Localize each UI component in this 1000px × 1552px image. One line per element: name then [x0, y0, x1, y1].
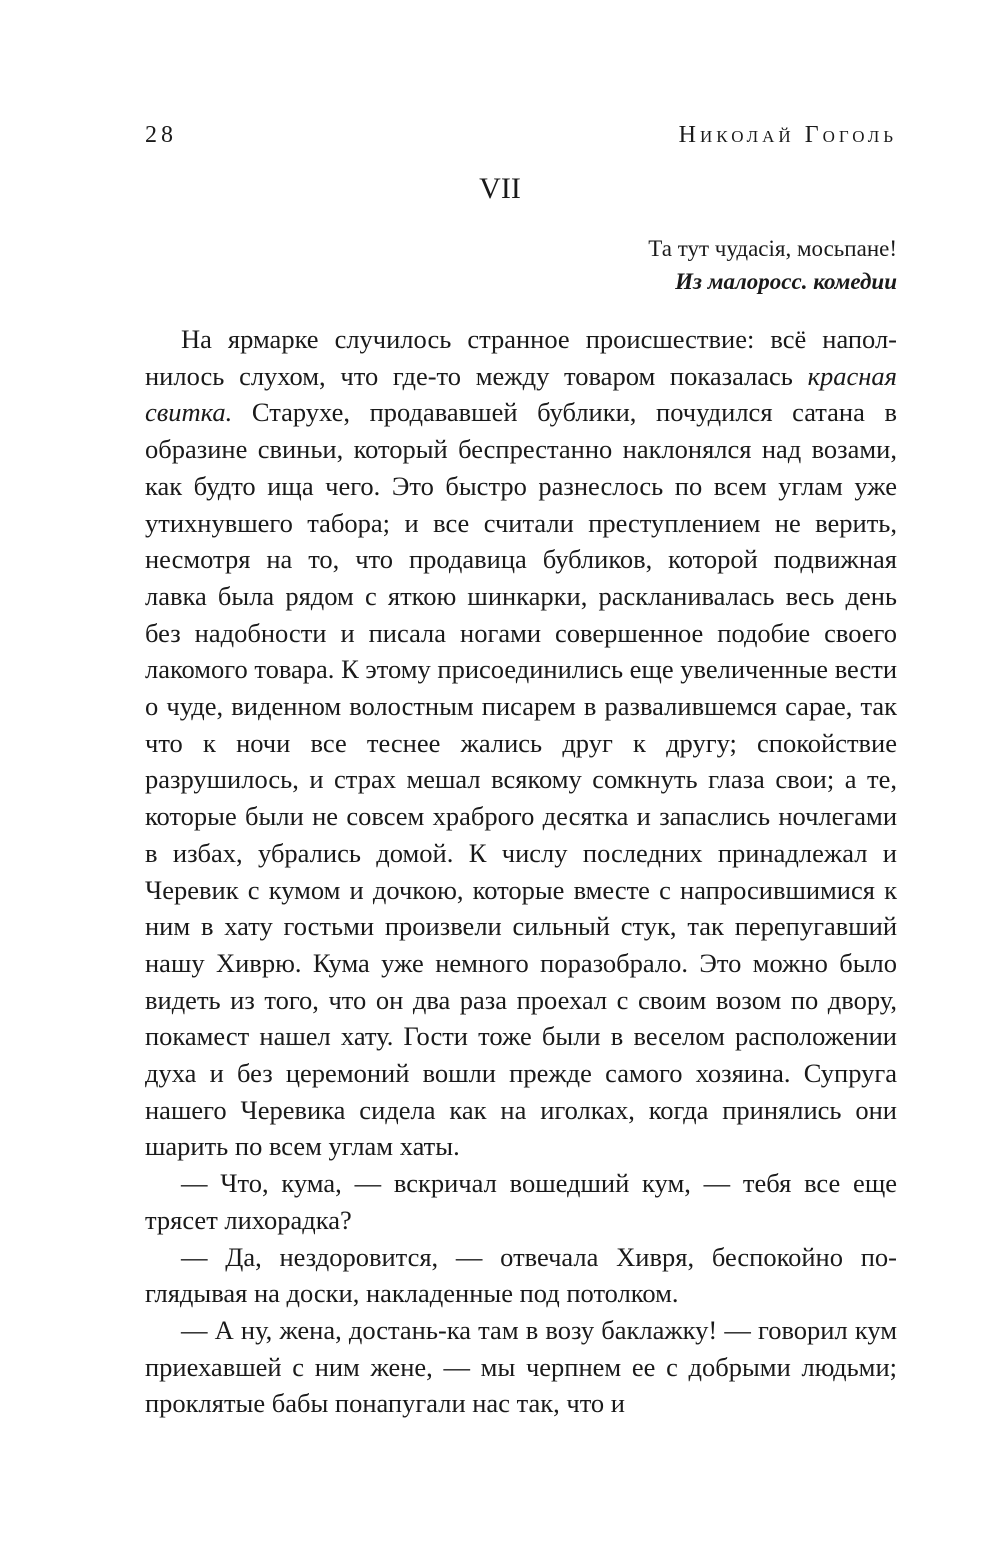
chapter-number: VII — [479, 172, 521, 205]
paragraph — [145, 321, 897, 1165]
running-head-author: Николай Гоголь — [678, 122, 897, 148]
paragraph: — Что, кума, — вскричал вошедший кум, — тебя все еще трясет лихорадка? — [145, 1168, 897, 1235]
running-head — [145, 122, 897, 154]
page-number: 28 — [145, 122, 177, 148]
epigraph-quote: Та тут чудасія, мосьпане! — [648, 236, 897, 261]
paragraph-text: Старухе, продававшей бублики, почудился сатана в образине свиньи, который беспрестанно наклонялся над возами, как будто ища чего. Это быстро разнеслось по всем углам уже утихнувшего табора; и все считали преступлением не верить, несмотря на то, что продавица бубликов, которой подвижная лавка была рядом с яткою шинкарки, раскланивалась весь день без надобности и писала ногами совершенное подобие своего лакомого товара. К этому присоединились еще увеличенные вести о чуде, виденном волостным писарем в развалившемся сарае, так что к ночи все теснее жались друг к другу; спокойствие разрушилось, и страх мешал всякому сомкнуть глаза свои; а те, которые были не совсем храброго десятка и запаслись ночлегами в избах, убрались домой. К числу последних принадлежал и Черевик с кумом и дочкою, которые вместе с напросившимися к ним в хату гостьми произвели сильный стук, так перепугавший нашу Хиврю. Кума уже немного поразобрало. Это можно было видеть из того, что он два раза проехал с своим возом по двору, покамест нашел хату. Гости тоже были в веселом расположении духа и без церемоний вошли прежде самого хозяина. Супруга нашего Черевика сидела как на иголках, когда принялись они шарить по всем углам хаты. — [145, 397, 897, 1162]
paragraph: — А ну, жена, достань-ка там в возу баклажку! — говорил кум приехавшей с ним жене, — мы черпнем ее с добрыми людьми; проклятые бабы понапугали нас так, что и — [145, 1314, 897, 1419]
emphasized-text: красная свитка. — [145, 360, 897, 428]
text-body — [145, 321, 897, 1422]
epigraph-source: Из малоросс. комедии — [675, 269, 897, 294]
paragraph: — Да, нездоровится, — отвечала Хивря, беспокойно поглядывая на доски, накладенные под потолком. — [145, 1241, 897, 1309]
paragraph-text: На ярмарке случилось странное происшествие: всё наполнилось слухом, что где-то между товаром показалась — [145, 324, 897, 391]
epigraph — [648, 232, 897, 298]
